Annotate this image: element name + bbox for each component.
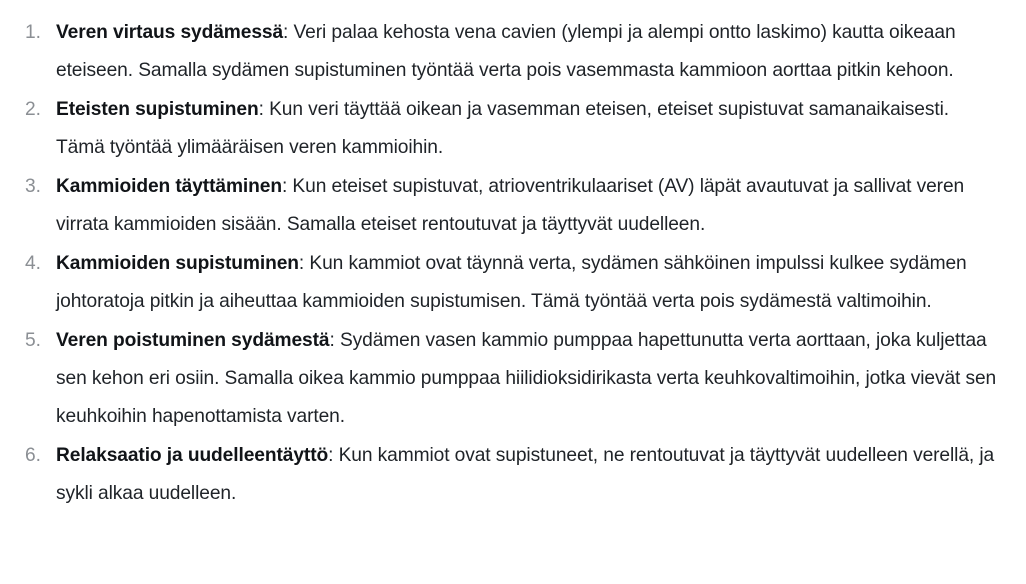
list-item-text: : Veri palaa kehosta vena cavien (ylempi ja alempi ontto laskimo) kautta oikeaan eteiseen. Samalla sydämen supistuminen työntää verta pois vasemmasta kammioon aorttaa pitkin kehoon. — [56, 22, 956, 81]
list-item — [0, 322, 998, 436]
list-item-text: : Kun kammiot ovat supistuneet, ne rentoutuvat ja täyttyvät uudelleen verellä, ja sykli alkaa uudelleen. — [56, 445, 995, 504]
list-item-number: 2. — [25, 99, 41, 120]
numbered-list — [0, 14, 998, 513]
list-item-number: 4. — [25, 253, 41, 274]
list-item-term: Kammioiden supistuminen — [56, 253, 299, 274]
list-item-text: : Kun eteiset supistuvat, atrioventrikulaariset (AV) läpät avautuvat ja sallivat veren virrata kammioiden sisään. Samalla eteiset rentoutuvat ja täyttyvät uudelleen. — [56, 176, 965, 235]
list-item-number: 5. — [25, 330, 41, 351]
list-item-term: Veren poistuminen sydämestä — [56, 330, 330, 351]
list-item-term: Relaksaatio ja uudelleentäyttö — [56, 445, 329, 466]
list-item — [0, 91, 998, 167]
list-item-number: 3. — [25, 176, 41, 197]
list-item — [0, 245, 998, 321]
list-item — [0, 437, 998, 513]
list-item-number: 1. — [25, 22, 41, 43]
list-item-term: Eteisten supistuminen — [56, 99, 259, 120]
list-item-text: : Sydämen vasen kammio pumppaa hapettunutta verta aorttaan, joka kuljettaa sen kehon eri osiin. Samalla oikea kammio pumppaa hiilidioksidirikasta verta keuhkovaltimoihin, jotka vievät sen keuhkoihin hapenottamista varten. — [56, 330, 997, 427]
list-item — [0, 14, 998, 90]
list-item-term: Kammioiden täyttäminen — [56, 176, 282, 197]
list-item-text: : Kun veri täyttää oikean ja vasemman eteisen, eteiset supistuvat samanaikaisesti. Tämä työntää ylimääräisen veren kammioihin. — [56, 99, 949, 158]
list-item — [0, 168, 998, 244]
list-item-text: : Kun kammiot ovat täynnä verta, sydämen sähköinen impulssi kulkee sydämen johtoratoja pitkin ja aiheuttaa kammioiden supistumisen. Tämä työntää verta pois sydämestä valtimoihin. — [56, 253, 967, 312]
list-item-term: Veren virtaus sydämessä — [56, 22, 284, 43]
list-item-number: 6. — [25, 445, 41, 466]
